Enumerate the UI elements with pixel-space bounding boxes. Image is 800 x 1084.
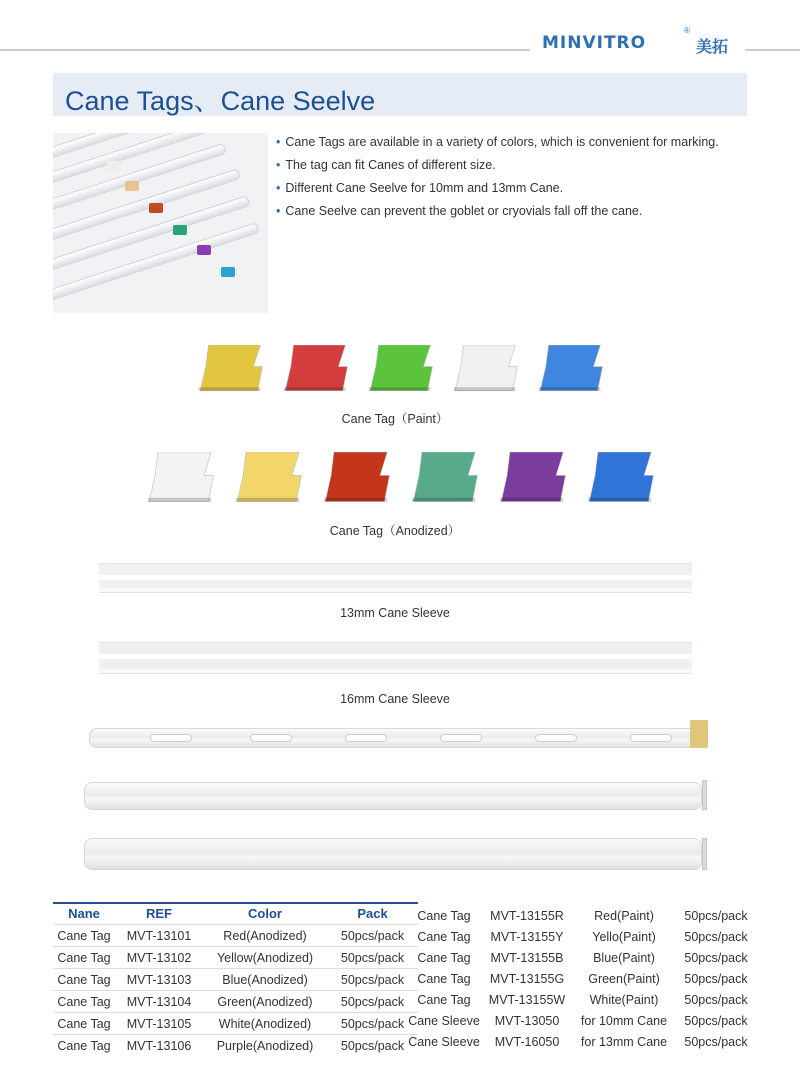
col-header-color: Color <box>248 906 282 921</box>
anodized-tag <box>409 452 481 509</box>
cane-with-tag-image <box>89 728 703 748</box>
table-row <box>53 1013 418 1035</box>
table-cell: Cane Sleeve <box>408 1013 480 1028</box>
sleeve-13mm-caption: 13mm Cane Sleeve <box>340 606 450 620</box>
table-row <box>53 1035 418 1057</box>
table-cell: White(Paint) <box>589 992 659 1007</box>
photo-tag <box>107 161 121 171</box>
anodized-tag <box>321 452 393 509</box>
table-cell: Cane Tag <box>57 928 111 943</box>
product-photo <box>53 133 268 313</box>
paint-tag <box>366 345 436 398</box>
cane-end-clip <box>702 838 707 870</box>
anodized-tag <box>497 452 569 509</box>
photo-tag <box>125 181 139 191</box>
table-header-row <box>53 903 418 925</box>
table-cell: Green(Anodized) <box>217 994 313 1009</box>
table-cell: MVT-13155B <box>490 950 564 965</box>
sleeve-16mm-image <box>99 642 692 674</box>
table-cell: MVT-13102 <box>126 950 192 965</box>
cane-with-sleeve-image <box>84 782 702 810</box>
table-cell: Cane Tag <box>417 992 471 1007</box>
paint-tag <box>196 345 266 398</box>
table-cell: MVT-13155R <box>490 908 564 923</box>
col-header-name: Nane <box>68 906 100 921</box>
table-row <box>405 947 755 968</box>
table-cell: Cane Tag <box>417 929 471 944</box>
table-cell: Purple(Anodized) <box>216 1038 314 1053</box>
table-cell: MVT-13155G <box>489 971 565 986</box>
table-row <box>53 925 418 947</box>
table-row <box>405 926 755 947</box>
table-cell: 50pcs/pack <box>684 1013 748 1028</box>
table-row <box>405 1010 755 1031</box>
table-cell: Cane Sleeve <box>408 1034 480 1049</box>
table-cell: for 13mm Cane <box>580 1034 668 1049</box>
table-cell: Yello(Paint) <box>592 929 656 944</box>
table-cell: 50pcs/pack <box>340 1016 405 1031</box>
table-row <box>405 968 755 989</box>
table-cell: Cane Tag <box>417 908 471 923</box>
table-cell: Cane Tag <box>57 994 111 1009</box>
spec-table-left <box>53 903 418 1056</box>
header-rule-left <box>0 49 530 51</box>
brand-logo: MINVITRO <box>542 33 647 53</box>
photo-tag <box>149 203 163 213</box>
table-cell: MVT-13104 <box>126 994 192 1009</box>
table-cell: White(Anodized) <box>218 1016 312 1031</box>
table-cell: Cane Tag <box>57 1016 111 1031</box>
feature-item: • Cane Tags are available in a variety of colors, which is convenient for marking. <box>276 135 719 149</box>
brand-logo-cn: 美拓 <box>696 39 729 56</box>
table-row <box>53 991 418 1013</box>
cane-with-sleeve-image <box>84 838 702 870</box>
registered-mark: ® <box>684 26 690 35</box>
anodized-tag <box>233 452 305 509</box>
anodized-tag-caption: Cane Tag（Anodized） <box>329 524 461 538</box>
table-cell: Cane Tag <box>57 1038 111 1053</box>
table-cell: MVT-13155Y <box>490 929 564 944</box>
title-band <box>53 73 747 116</box>
table-cell: Red(Anodized) <box>223 928 307 943</box>
feature-item: • The tag can fit Canes of different size. <box>276 158 496 172</box>
table-cell: 50pcs/pack <box>340 994 405 1009</box>
sleeve-13mm-image <box>99 563 692 593</box>
table-cell: Blue(Paint) <box>593 950 655 965</box>
table-cell: MVT-16050 <box>494 1034 560 1049</box>
table-cell: Cane Tag <box>417 950 471 965</box>
table-row <box>405 905 755 926</box>
table-cell: 50pcs/pack <box>684 929 748 944</box>
feature-item: • Different Cane Seelve for 10mm and 13mm Cane. <box>276 181 564 195</box>
feature-item: • Cane Seelve can prevent the goblet or cryovials fall off the cane. <box>276 204 643 218</box>
col-header-pack: Pack <box>357 906 388 921</box>
paint-tag <box>451 345 521 398</box>
table-row <box>53 969 418 991</box>
paint-tag-caption: Cane Tag（Paint） <box>341 412 449 426</box>
table-cell: 50pcs/pack <box>684 992 748 1007</box>
anodized-tag <box>145 452 217 509</box>
paint-tag <box>281 345 351 398</box>
table-cell: 50pcs/pack <box>684 950 748 965</box>
table-cell: 50pcs/pack <box>340 928 405 943</box>
cane-end-clip <box>702 780 707 810</box>
table-cell: Cane Tag <box>417 971 471 986</box>
feature-list <box>276 133 719 225</box>
table-row <box>405 989 755 1010</box>
spec-table-right <box>405 905 755 1052</box>
table-cell: Red(Paint) <box>594 908 654 923</box>
table-cell: Green(Paint) <box>588 971 660 986</box>
table-cell: 50pcs/pack <box>684 1034 748 1049</box>
table-cell: MVT-13101 <box>126 928 192 943</box>
photo-tag <box>221 267 235 277</box>
table-cell: Yellow(Anodized) <box>216 950 314 965</box>
table-cell: MVT-13050 <box>494 1013 560 1028</box>
table-row <box>53 947 418 969</box>
table-cell: MVT-13155W <box>488 992 566 1007</box>
sleeve-16mm-caption: 16mm Cane Sleeve <box>340 692 450 706</box>
table-cell: 50pcs/pack <box>684 971 748 986</box>
table-cell: 50pcs/pack <box>340 950 405 965</box>
table-cell: for 10mm Cane <box>580 1013 668 1028</box>
photo-tag <box>173 225 187 235</box>
table-cell: 50pcs/pack <box>340 1038 405 1053</box>
cane-end-tag <box>690 720 708 748</box>
table-cell: Cane Tag <box>57 950 111 965</box>
table-row <box>405 1031 755 1052</box>
col-header-ref: REF <box>146 906 172 921</box>
table-cell: MVT-13103 <box>126 972 192 987</box>
table-cell: Blue(Anodized) <box>222 972 308 987</box>
photo-tag <box>197 245 211 255</box>
anodized-tag <box>585 452 657 509</box>
table-cell: 50pcs/pack <box>684 908 748 923</box>
table-cell: 50pcs/pack <box>340 972 405 987</box>
table-cell: MVT-13106 <box>126 1038 192 1053</box>
table-cell: Cane Tag <box>57 972 111 987</box>
header-rule-right <box>745 49 800 51</box>
table-cell: MVT-13105 <box>126 1016 192 1031</box>
page-title: Cane Tags、Cane Seelve <box>65 86 376 116</box>
paint-tag <box>536 345 606 398</box>
